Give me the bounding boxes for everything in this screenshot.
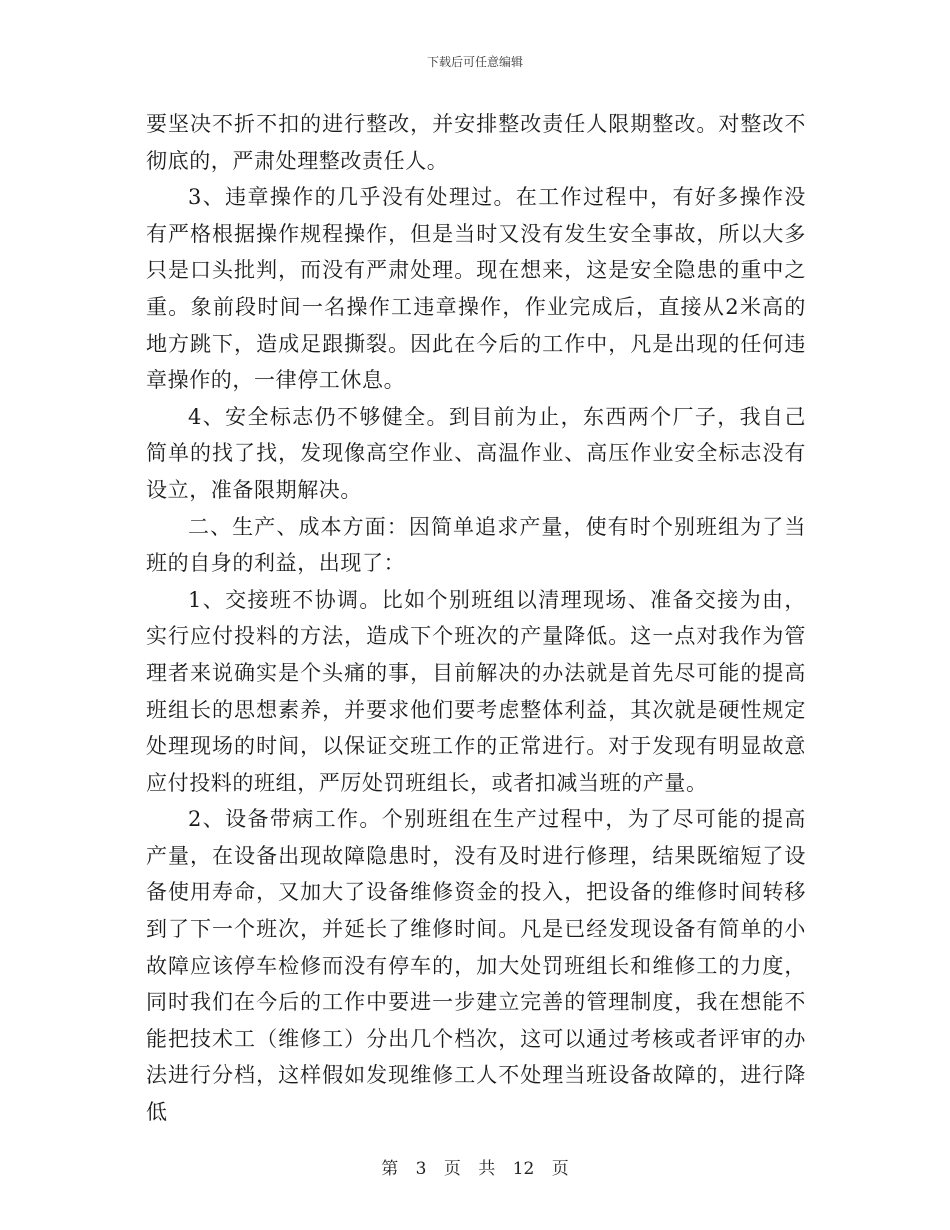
paragraph-production-cost-heading: 二、生产、成本方面：因简单追求产量，使有时个别班组为了当班的自身的利益，出现了： <box>146 514 806 576</box>
total-label: 共 <box>478 1159 496 1179</box>
page-label-suffix: 页 <box>551 1159 569 1179</box>
paragraph-violation-operations: 3、违章操作的几乎没有处理过。在工作过程中，有好多操作没有严格根据操作规程操作，但是当时又没有发生安全事故，所以大多只是口头批判，而没有严肃处理。现在想来，这是安全隐患的重中之重。象前段时间一名操作工违章操作，作业完成后，直接从2米高的地方跳下，造成足跟撕裂。因此在今后的工作中，凡是出现的任何违章操作的，一律停工休息。 <box>146 185 806 393</box>
page-header: 下载后可任意编辑 <box>426 55 523 69</box>
page-label-prefix: 第 <box>381 1159 399 1179</box>
page-footer <box>0 1154 950 1179</box>
paragraph-continuation: 要坚决不折不扣的进行整改，并安排整改责任人限期整改。对整改不彻底的，严肃处理整改责任人。 <box>146 112 806 173</box>
paragraph-shift-handover: 1、交接班不协调。比如个别班组以清理现场、准备交接为由，实行应付投料的方法，造成下个班次的产量降低。这一点对我作为管理者来说确实是个头痛的事，目前解决的办法就是首先尽可能的提高班组长的思想素养，并要求他们要考虑整体利益，其次就是硬性规定处理现场的时间，以保证交班工作的正常进行。对于发现有明显故意应付投料的班组，严厉处罚班组长，或者扣减当班的产量。 <box>146 587 806 795</box>
current-page-number: 3 <box>415 1159 427 1179</box>
paragraph-safety-signs: 4、安全标志仍不够健全。到目前为止，东西两个厂子，我自己简单的找了找，发现像高空作业、高温作业、高压作业安全标志没有设立，准备限期解决。 <box>146 404 806 502</box>
document-body <box>146 106 806 1131</box>
paragraph-equipment-faults: 2、设备带病工作。个别班组在生产过程中，为了尽可能的提高产量，在设备出现故障隐患时，没有及时进行修理，结果既缩短了设备使用寿命，又加大了设备维修资金的投入，把设备的维修时间转移到了下一个班次，并延长了维修时间。凡是已经发现设备有简单的小故障应该停车检修而没有停车的，加大处罚班组长和维修工的力度，同时我们在今后的工作中要进一步建立完善的管理制度，我在想能不能把技术工（维修工）分出几个档次，这可以通过考核或者评审的办法进行分档，这样假如发现维修工人不处理当班设备故障的，进行降低 <box>146 807 806 1125</box>
page-label-mid: 页 <box>443 1159 461 1179</box>
total-pages-number: 12 <box>512 1159 535 1179</box>
